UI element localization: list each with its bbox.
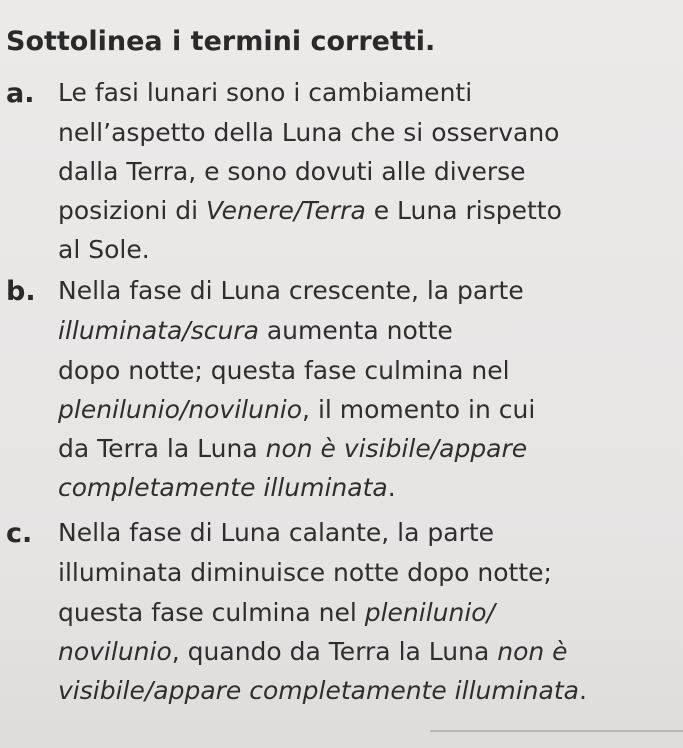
answer-choice[interactable]: plenilunio/novilunio: [58, 395, 303, 424]
answer-choice[interactable]: visibile/appare completamente illuminata: [58, 676, 579, 705]
answer-choice[interactable]: non è visibile/appare: [265, 434, 528, 463]
text-line: [58, 518, 494, 547]
text-segment: nell’aspetto della Luna che si osservano: [58, 118, 560, 147]
text-segment: , quando da Terra la Luna: [171, 637, 498, 666]
item-marker: b.: [6, 276, 36, 307]
text-line: [58, 157, 526, 186]
text-line: [58, 356, 510, 385]
text-line: [58, 78, 472, 107]
divider: [430, 730, 683, 732]
text-line: [58, 395, 535, 424]
answer-choice[interactable]: non è: [497, 637, 568, 666]
answer-choice[interactable]: completamente illuminata: [58, 473, 388, 502]
text-segment: .: [578, 676, 587, 705]
text-line: [58, 637, 568, 666]
answer-choice[interactable]: Venere/Terra: [206, 196, 366, 225]
text-line: [58, 276, 524, 305]
text-line: [58, 434, 527, 463]
text-segment: questa fase culmina nel: [58, 598, 365, 627]
text-line: [58, 235, 150, 264]
text-segment: Nella fase di Luna calante, la parte: [58, 518, 495, 547]
text-segment: aumenta notte: [258, 316, 453, 345]
text-line: [58, 473, 396, 502]
text-segment: Nella fase di Luna crescente, la parte: [58, 276, 524, 305]
answer-choice[interactable]: plenilunio/: [364, 598, 496, 627]
answer-choice[interactable]: novilunio: [58, 637, 172, 666]
text-line: [58, 196, 562, 225]
exercise-title: Sottolinea i termini corretti.: [6, 26, 436, 57]
text-segment: dopo notte; questa fase culmina nel: [58, 356, 510, 385]
text-segment: illuminata diminuisce notte dopo notte;: [58, 558, 552, 587]
text-segment: , il momento in cui: [302, 395, 536, 424]
item-marker: a.: [6, 78, 35, 109]
text-line: [58, 598, 495, 627]
text-line: [58, 558, 552, 587]
text-segment: .: [387, 473, 396, 502]
item-marker: c.: [6, 518, 33, 549]
text-segment: posizioni di: [58, 196, 206, 225]
text-segment: al Sole.: [58, 235, 150, 264]
text-segment: da Terra la Luna: [58, 434, 266, 463]
text-segment: e Luna rispetto: [365, 196, 562, 225]
text-line: [58, 316, 453, 345]
text-line: [58, 118, 559, 147]
text-segment: Le fasi lunari sono i cambiamenti: [58, 78, 473, 107]
text-line: [58, 676, 587, 705]
answer-choice[interactable]: illuminata/scura: [58, 316, 259, 345]
text-segment: dalla Terra, e sono dovuti alle diverse: [58, 157, 526, 186]
